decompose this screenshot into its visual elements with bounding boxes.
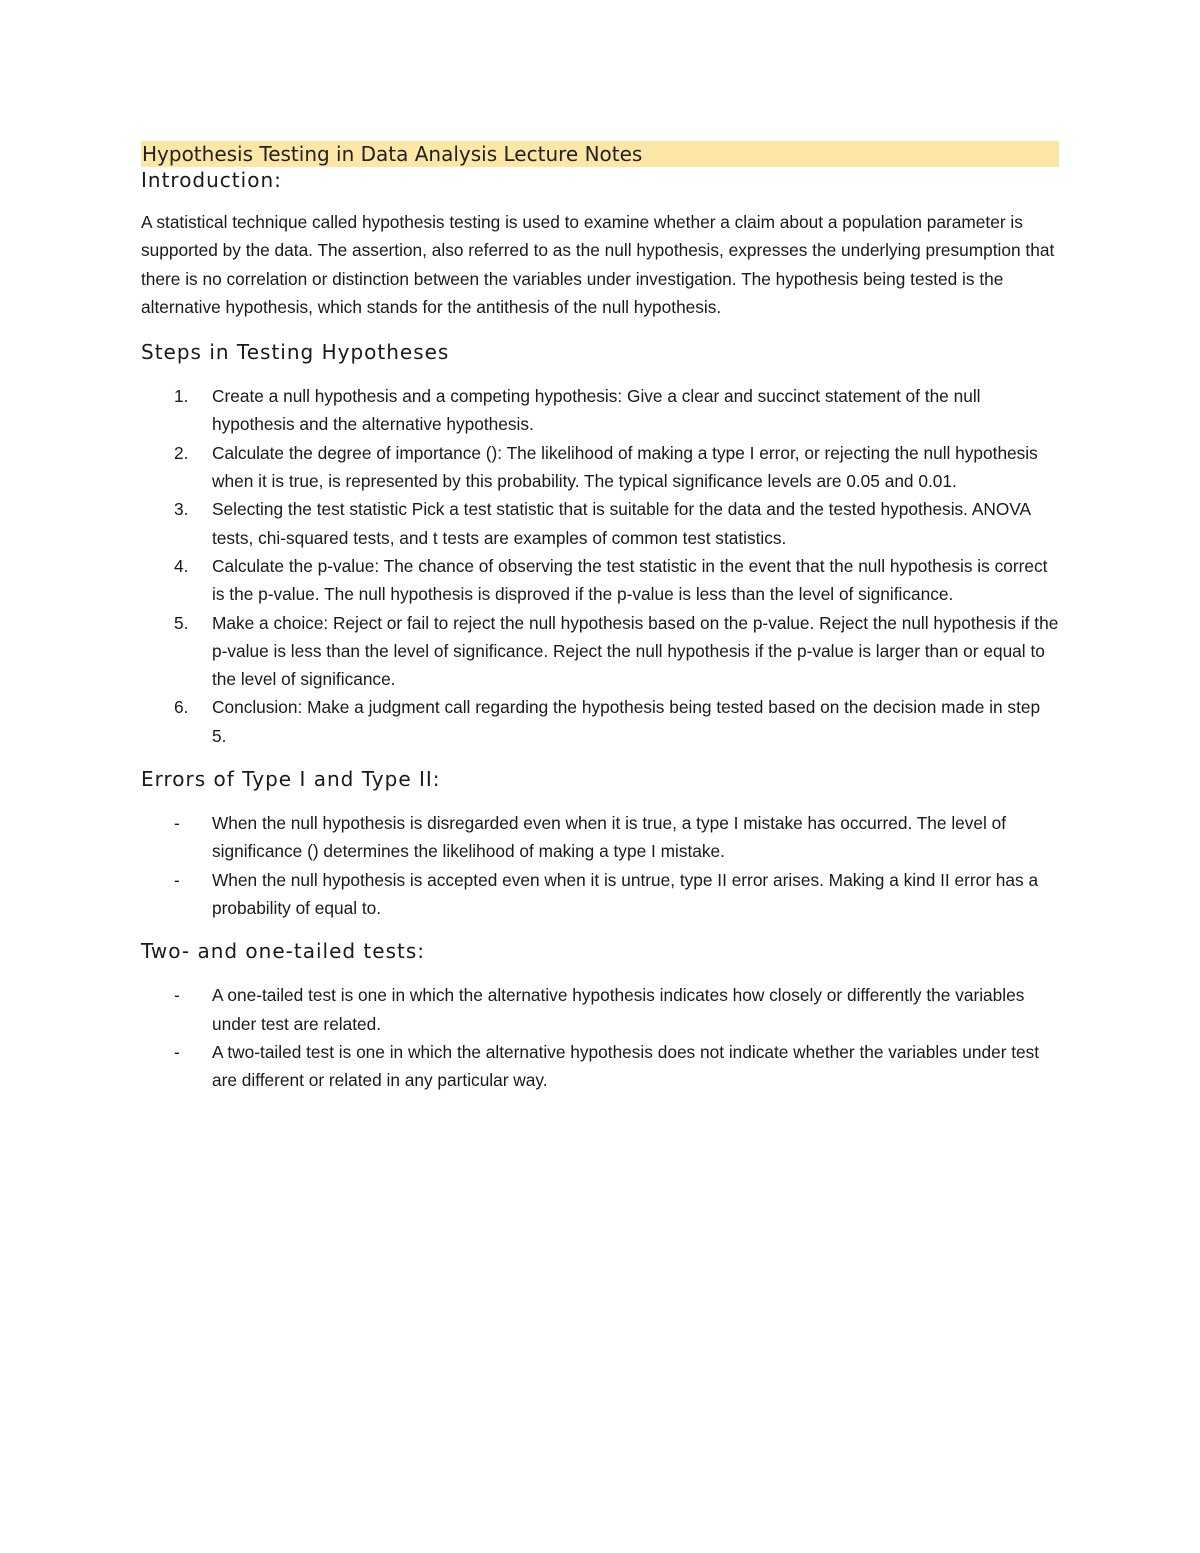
item-text: A two-tailed test is one in which the alternative hypothesis does not indicate whether the variables under test are different or related in any particular way. xyxy=(212,1041,1040,1091)
step-text: Make a choice: Reject or fail to reject the null hypothesis based on the p-value. Reject the null hypothesis if the p-value is less than the level of significance. Reject the null hypothesis if the p-value is larger than or equal to the level of significance. xyxy=(212,612,1059,690)
list-item xyxy=(141,1038,1059,1095)
list-item xyxy=(141,382,1059,439)
list-item xyxy=(141,495,1059,552)
step-number: 2. xyxy=(174,442,189,463)
tails-heading: Two- and one-tailed tests: xyxy=(141,939,425,964)
step-number: 1. xyxy=(174,386,189,407)
step-text: Calculate the degree of importance (): The likelihood of making a type I error, or rejecting the null hypothesis when it is true, is represented by this probability. The typical significance levels are 0.05 and 0.01. xyxy=(212,442,1038,492)
list-item xyxy=(141,609,1059,694)
errors-list xyxy=(141,809,1059,922)
steps-list xyxy=(141,382,1059,750)
item-text: A one-tailed test is one in which the alternative hypothesis indicates how closely or differently the variables under test are related. xyxy=(212,985,1025,1034)
step-text: Calculate the p-value: The chance of observing the test statistic in the event that the null hypothesis is correct is the p-value. The null hypothesis is disproved if the p-value is less than the level of significance. xyxy=(212,555,1048,605)
step-text: Create a null hypothesis and a competing hypothesis: Give a clear and succinct statement of the null hypothesis and the alternative hypothesis. xyxy=(212,386,981,435)
list-item xyxy=(141,552,1059,609)
list-item xyxy=(141,693,1059,750)
list-item xyxy=(141,809,1059,866)
step-text: Selecting the test statistic Pick a test statistic that is suitable for the data and the tested hypothesis. ANOVA tests, chi-squared tests, and t tests are examples of common test statistics. xyxy=(212,499,1031,548)
list-item xyxy=(141,981,1059,1038)
intro-paragraph: A statistical technique called hypothesis testing is used to examine whether a claim about a population parameter is supported by the data. The assertion, also referred to as the null hypothesis, expresses the underlying presumption that there is no correlation or distinction between the variables under investigation. The hypothesis being tested is the alternative hypothesis, which stands for the antithesis of the null hypothesis. xyxy=(141,212,1055,317)
tails-list xyxy=(141,981,1059,1094)
steps-heading: Steps in Testing Hypotheses xyxy=(141,340,450,365)
step-number: 3. xyxy=(174,499,189,520)
errors-heading: Errors of Type I and Type II: xyxy=(141,767,441,792)
step-number: 5. xyxy=(174,612,189,633)
dash-bullet: - xyxy=(174,1041,180,1062)
step-number: 4. xyxy=(174,555,189,576)
document-page xyxy=(141,141,1059,1094)
item-text: When the null hypothesis is accepted even when it is untrue, type II error arises. Making a kind II error has a probability of equal to. xyxy=(212,869,1039,918)
step-text: Conclusion: Make a judgment call regarding the hypothesis being tested based on the decision made in step 5. xyxy=(212,697,1041,746)
dash-bullet: - xyxy=(174,813,180,834)
list-item xyxy=(141,439,1059,496)
step-number: 6. xyxy=(174,697,189,718)
list-item xyxy=(141,866,1059,923)
dash-bullet: - xyxy=(174,869,180,890)
dash-bullet: - xyxy=(174,985,180,1006)
item-text: When the null hypothesis is disregarded even when it is true, a type I mistake has occurred. The level of significance () determines the likelihood of making a type I mistake. xyxy=(212,813,1007,862)
intro-heading: Introduction: xyxy=(141,168,282,192)
document-title: Hypothesis Testing in Data Analysis Lecture Notes xyxy=(141,141,1059,167)
